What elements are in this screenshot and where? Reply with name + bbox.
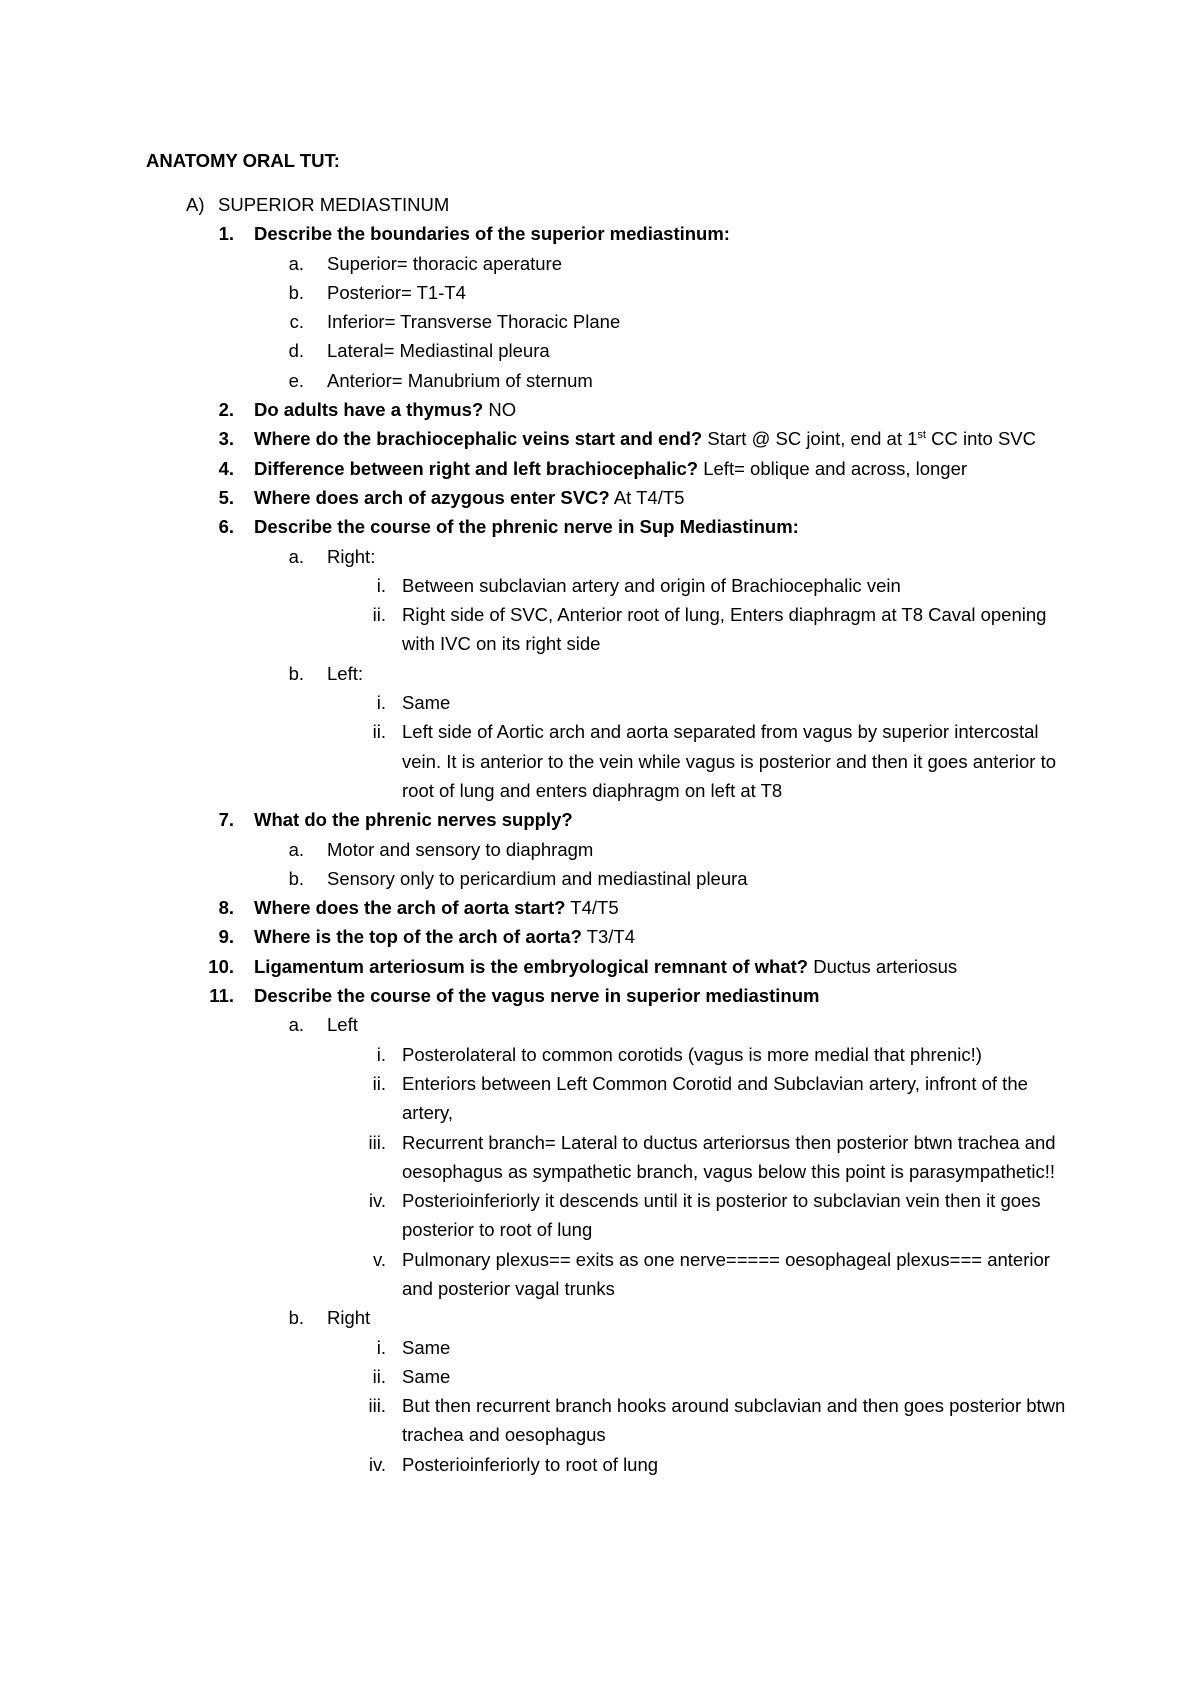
list-item <box>146 600 1066 659</box>
item-marker: iv. <box>368 1453 386 1475</box>
answer-text: T3/T4 <box>581 926 636 948</box>
question-8 <box>146 893 1066 922</box>
item-marker: i. <box>376 1043 386 1065</box>
question-number: 9. <box>218 926 234 948</box>
answer-text: NO <box>483 399 517 421</box>
question-text: Do adults have a thymus? <box>254 399 484 421</box>
item-text: Between subclavian artery and origin of Brachiocephalic vein <box>402 574 901 596</box>
list-item <box>146 278 1066 307</box>
list-item <box>146 571 1066 600</box>
list-item <box>146 336 1066 365</box>
answer-text: T4/T5 <box>565 897 619 919</box>
item-marker: iii. <box>368 1131 386 1153</box>
document-body <box>146 190 1066 1479</box>
list-item <box>146 835 1066 864</box>
answer-text: Start @ SC joint, end at 1 <box>702 428 918 450</box>
item-text: Same <box>402 1336 451 1358</box>
list-item <box>146 1362 1066 1391</box>
question-number: 1. <box>218 223 234 245</box>
question-number: 4. <box>218 457 234 479</box>
question-number: 11. <box>209 985 234 1007</box>
item-text: But then recurrent branch hooks around subclavian and then goes posterior btwn trachea and oesophagus <box>402 1395 1066 1446</box>
list-item <box>146 366 1066 395</box>
question-number: 6. <box>218 516 234 538</box>
question-1 <box>146 219 1066 248</box>
answer-text: Left= oblique and across, longer <box>698 457 968 479</box>
section-label: SUPERIOR MEDIASTINUM <box>218 194 450 215</box>
item-marker: b. <box>288 281 304 303</box>
question-number: 3. <box>218 428 234 450</box>
item-marker: ii. <box>372 721 386 743</box>
item-text: Same <box>402 1365 451 1387</box>
item-text: Left <box>327 1014 358 1036</box>
question-text: Describe the course of the vagus nerve in superior mediastinum <box>254 985 820 1007</box>
sub-heading <box>146 1010 1066 1039</box>
question-4 <box>146 454 1066 483</box>
list-item <box>146 688 1066 717</box>
item-marker: i. <box>376 574 386 596</box>
item-text: Superior= thoracic aperature <box>327 252 562 274</box>
item-text: Enteriors between Left Common Corotid and Subclavian artery, infront of the artery, <box>402 1072 1028 1124</box>
item-marker: b. <box>288 867 304 889</box>
item-marker: e. <box>288 369 304 391</box>
item-marker: c. <box>289 311 304 333</box>
question-text: Ligamentum arteriosum is the embryological remnant of what? <box>254 955 809 977</box>
item-text: Motor and sensory to diaphragm <box>327 838 594 860</box>
section-heading <box>146 190 1066 219</box>
question-10 <box>146 952 1066 981</box>
question-3 <box>146 424 1066 453</box>
item-text: Left side of Aortic arch and aorta separated from vagus by superior intercostal vein. It is anterior to the vein while vagus is posterior and then it goes anterior to root of lung and enters diaphragm on left at T8 <box>402 721 1057 801</box>
item-marker: ii. <box>372 1365 386 1387</box>
item-text: Same <box>402 692 451 714</box>
list-item <box>146 1450 1066 1479</box>
item-marker: a. <box>288 1014 304 1036</box>
question-5 <box>146 483 1066 512</box>
list-item <box>146 307 1066 336</box>
item-text: Posterolateral to common corotids (vagus is more medial that phrenic!) <box>402 1043 982 1065</box>
question-text: Describe the boundaries of the superior mediastinum: <box>254 223 730 245</box>
item-text: Right side of SVC, Anterior root of lung, Enters diaphragm at T8 Caval opening with IVC on its right side <box>402 604 1047 655</box>
sub-heading <box>146 542 1066 571</box>
question-number: 10. <box>208 955 234 977</box>
item-text: Posterioinferiorly it descends until it is posterior to subclavian vein then it goes posterior to root of lung <box>402 1190 1041 1241</box>
question-7 <box>146 805 1066 834</box>
question-number: 8. <box>218 897 234 919</box>
list-item <box>146 1391 1066 1450</box>
item-marker: a. <box>288 838 304 860</box>
page-title: ANATOMY ORAL TUT: <box>146 150 340 171</box>
list-item <box>146 1186 1066 1245</box>
answer-superscript: st <box>917 429 926 442</box>
question-text: Where is the top of the arch of aorta? <box>254 926 582 948</box>
list-item <box>146 1245 1066 1304</box>
question-2 <box>146 395 1066 424</box>
item-marker: iii. <box>368 1395 386 1417</box>
question-text: Where does arch of azygous enter SVC? <box>254 486 610 508</box>
question-text: Where does the arch of aorta start? <box>254 897 566 919</box>
question-number: 7. <box>218 809 234 831</box>
item-marker: ii. <box>372 1072 386 1094</box>
item-text: Sensory only to pericardium and mediastinal pleura <box>327 867 748 889</box>
item-text: Right <box>327 1307 371 1329</box>
item-marker: a. <box>288 252 304 274</box>
item-text: Recurrent branch= Lateral to ductus arteriorsus then posterior btwn trachea and oesophagus as sympathetic branch, vagus below this point is parasympathetic!! <box>402 1131 1056 1182</box>
list-item <box>146 1040 1066 1069</box>
question-9 <box>146 922 1066 951</box>
item-marker: a. <box>288 545 304 567</box>
question-text: Describe the course of the phrenic nerve in Sup Mediastinum: <box>254 516 799 538</box>
sub-heading <box>146 659 1066 688</box>
question-text: Where do the brachiocephalic veins start and end? <box>254 428 703 450</box>
item-text: Posterior= T1-T4 <box>327 281 466 303</box>
question-text: Difference between right and left brachiocephalic? <box>254 457 699 479</box>
item-marker: iv. <box>368 1190 386 1212</box>
answer-text: Ductus arteriosus <box>808 955 958 977</box>
item-marker: i. <box>376 1336 386 1358</box>
item-text: Lateral= Mediastinal pleura <box>327 340 550 362</box>
item-text: Inferior= Transverse Thoracic Plane <box>327 311 621 333</box>
item-text: Left: <box>327 662 363 684</box>
answer-text-cont: CC into SVC <box>925 428 1036 450</box>
item-marker: d. <box>288 340 304 362</box>
question-text: What do the phrenic nerves supply? <box>254 809 573 831</box>
item-marker: v. <box>372 1248 386 1270</box>
question-11 <box>146 981 1066 1010</box>
item-marker: ii. <box>372 604 386 626</box>
question-number: 2. <box>218 399 234 421</box>
list-item <box>146 249 1066 278</box>
item-marker: b. <box>288 1307 304 1329</box>
item-text: Pulmonary plexus== exits as one nerve===== oesophageal plexus=== anterior and posterior vagal trunks <box>402 1248 1050 1299</box>
list-item <box>146 1128 1066 1187</box>
item-marker: b. <box>288 662 304 684</box>
list-item <box>146 1069 1066 1128</box>
section-marker: A) <box>186 194 205 215</box>
item-text: Posterioinferiorly to root of lung <box>402 1453 659 1475</box>
list-item <box>146 1333 1066 1362</box>
item-marker: i. <box>376 692 386 714</box>
question-number: 5. <box>218 486 234 508</box>
list-item <box>146 717 1066 805</box>
item-text: Right: <box>327 545 376 567</box>
question-6 <box>146 512 1066 541</box>
item-text: Anterior= Manubrium of sternum <box>327 369 593 391</box>
answer-text: At T4/T5 <box>609 486 685 508</box>
sub-heading <box>146 1303 1066 1332</box>
list-item <box>146 864 1066 893</box>
